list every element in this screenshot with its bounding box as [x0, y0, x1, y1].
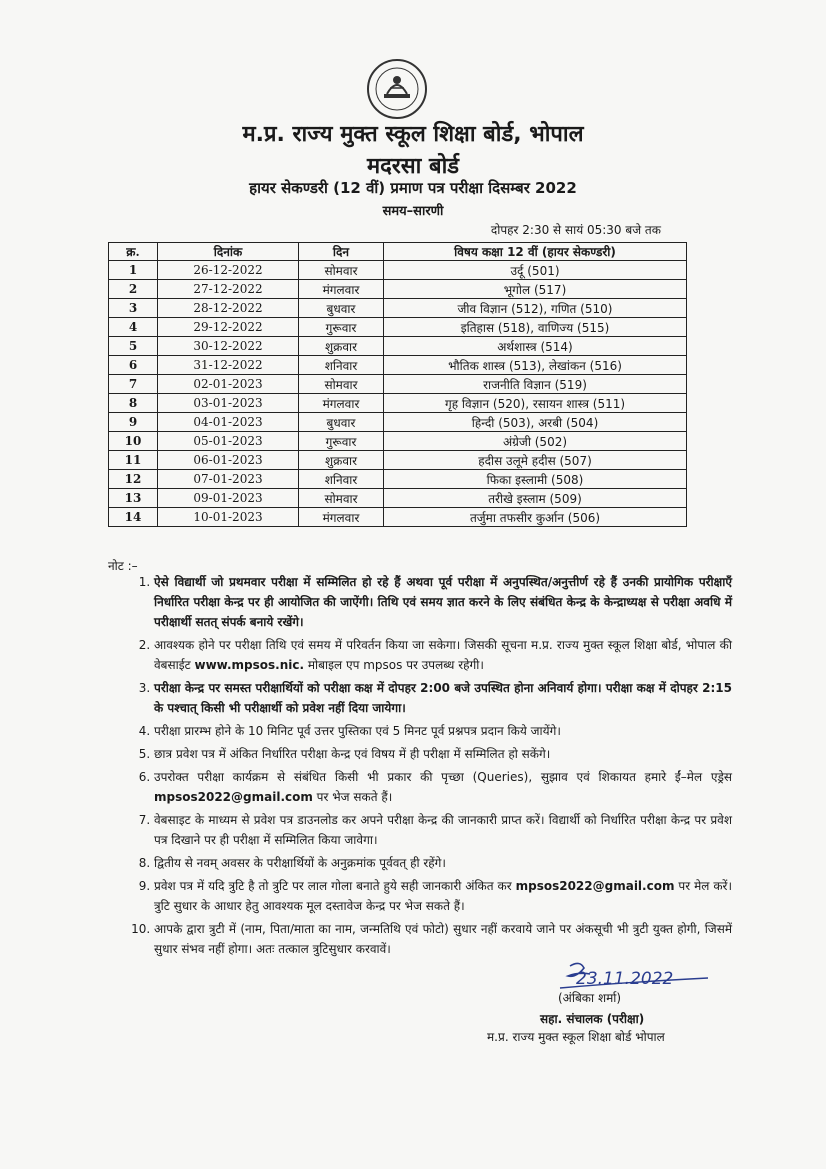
table-row: [109, 337, 687, 356]
notes-heading: नोट :–: [108, 559, 138, 573]
serial-cell: 9: [109, 413, 158, 432]
note-text: पर मेल करें। त्रुटि सुधार के आधार हेतु आवश्यक मूल दस्तावेज केन्द्र पर भेज सकते हैं।: [154, 879, 732, 913]
note-text: ऐसे विद्यार्थी जो प्रथमवार परीक्षा में सम्मिलित हो रहे हैं अथवा पूर्व परीक्षा में अनुपस्थित/अनुत्तीर्ण रहे हैं उनकी प्रायोगिक परीक्षाएँ निर्धारित परीक्षा केन्द्र पर ही आयोजित की जाऐंगी। तिथि एवं समय ज्ञात करने के लिए संबंधित केन्द्र के केन्द्राध्यक्ष से परीक्षा अवधि में परीक्षार्थी सतत् संपर्क बनाये रखेंगे।: [154, 575, 732, 629]
board-title: म.प्र. राज्य मुक्त स्कूल शिक्षा बोर्ड, भोपाल: [242, 122, 584, 147]
table-row: [109, 413, 687, 432]
note-text: प्रवेश पत्र में यदि त्रुटि है तो त्रुटि पर लाल गोला बनाते हुये सही जानकारी अंकित कर: [154, 879, 516, 893]
note-link[interactable]: www.mpsos.nic.: [194, 658, 305, 672]
subject-cell: भौतिक शास्त्र (513), लेखांकन (516): [384, 356, 687, 375]
table-row: [109, 451, 687, 470]
date-cell: 09-01-2023: [158, 489, 299, 508]
day-cell: सोमवार: [299, 261, 384, 280]
signatory-designation: सहा. संचालक (परीक्षा): [540, 1012, 645, 1026]
serial-cell: 4: [109, 318, 158, 337]
table-header-row: [109, 243, 687, 261]
schedule-table: [108, 242, 687, 527]
day-cell: सोमवार: [299, 375, 384, 394]
table-body: [109, 261, 687, 527]
table-row: [109, 280, 687, 299]
subject-cell: राजनीति विज्ञान (519): [384, 375, 687, 394]
note-text: आपके द्वारा त्रुटी में (नाम, पिता/माता का नाम, जन्मतिथि एवं फोटो) सुधार नहीं करवाये जाने पर अंकसूची भी त्रुटी युक्त होगी, जिसमें सुधार संभव नहीं होगा। अतः तत्काल त्रुटिसुधार करवावें।: [154, 922, 732, 956]
day-cell: गुरूवार: [299, 432, 384, 451]
day-cell: मंगलवार: [299, 280, 384, 299]
day-cell: बुधवार: [299, 413, 384, 432]
note-item: [154, 919, 732, 959]
note-item: [154, 635, 732, 675]
serial-cell: 6: [109, 356, 158, 375]
day-cell: मंगलवार: [299, 394, 384, 413]
exam-timing: दोपहर 2:30 से सायं 05:30 बजे तक: [490, 223, 661, 237]
table-row: [109, 489, 687, 508]
day-cell: सोमवार: [299, 489, 384, 508]
day-cell: मंगलवार: [299, 508, 384, 527]
note-text: वेबसाइट के माध्यम से प्रवेश पत्र डाउनलोड कर अपने परीक्षा केन्द्र की जानकारी प्राप्त करें। विद्यार्थी को निर्धारित परीक्षा केन्द्र पर प्रवेश पत्र दिखाने पर ही परीक्षा में सम्मिलित किया जावेगा।: [154, 813, 732, 847]
table-row: [109, 432, 687, 451]
note-text: परीक्षा प्रारम्भ होने के 10 मिनिट पूर्व उत्तर पुस्तिका एवं 5 मिनट पूर्व प्रश्नपत्र प्रदान किये जायेंगे।: [154, 724, 561, 738]
date-cell: 26-12-2022: [158, 261, 299, 280]
serial-cell: 1: [109, 261, 158, 280]
serial-cell: 11: [109, 451, 158, 470]
signature-date: 23.11.2022: [576, 969, 674, 989]
note-item: [154, 853, 732, 873]
note-item: [154, 876, 732, 916]
day-cell: शुक्रवार: [299, 337, 384, 356]
date-cell: 10-01-2023: [158, 508, 299, 527]
table-row: [109, 470, 687, 489]
col-header-day: दिन: [299, 243, 384, 261]
table-row: [109, 261, 687, 280]
subject-cell: उर्दू (501): [384, 261, 687, 280]
table-row: [109, 318, 687, 337]
note-item: [154, 572, 732, 632]
day-cell: बुधवार: [299, 299, 384, 318]
note-text: द्वितीय से नवम् अवसर के परीक्षार्थियों के अनुक्रमांक पूर्ववत् ही रहेंगे।: [154, 856, 446, 870]
note-text: मोबाइल एप mpsos पर उपलब्ध रहेगी।: [304, 658, 484, 672]
signatory-organization: म.प्र. राज्य मुक्त स्कूल शिक्षा बोर्ड भोपाल: [487, 1030, 665, 1044]
table-row: [109, 394, 687, 413]
serial-cell: 5: [109, 337, 158, 356]
serial-cell: 7: [109, 375, 158, 394]
madarsa-title: मदरसा बोर्ड: [366, 154, 460, 179]
col-header-date: दिनांक: [158, 243, 299, 261]
day-cell: शनिवार: [299, 470, 384, 489]
subject-cell: जीव विज्ञान (512), गणित (510): [384, 299, 687, 318]
note-item: [154, 810, 732, 850]
note-item: [154, 744, 732, 764]
schedule-label: समय–सारणी: [382, 204, 444, 219]
note-link[interactable]: mpsos2022@gmail.com: [515, 879, 675, 893]
col-header-serial: क्र.: [109, 243, 158, 261]
serial-cell: 13: [109, 489, 158, 508]
date-cell: 27-12-2022: [158, 280, 299, 299]
serial-cell: 10: [109, 432, 158, 451]
note-text: पर भेज सकते हैं।: [312, 790, 393, 804]
serial-cell: 2: [109, 280, 158, 299]
table-row: [109, 508, 687, 527]
note-text: परीक्षा केन्द्र पर समस्त परीक्षार्थियों को परीक्षा कक्ष में दोपहर 2:00 बजे उपस्थित होना अनिवार्य होगा। परीक्षा कक्ष में दोपहर 2:15 के पश्चात् किसी भी परीक्षार्थी को प्रवेश नहीं दिया जायेगा।: [154, 681, 732, 715]
subject-cell: फिका इस्लामी (508): [384, 470, 687, 489]
note-item: [154, 678, 732, 718]
note-item: [154, 767, 732, 807]
date-cell: 06-01-2023: [158, 451, 299, 470]
note-item: [154, 721, 732, 741]
subject-cell: हिन्दी (503), अरबी (504): [384, 413, 687, 432]
table-row: [109, 356, 687, 375]
date-cell: 04-01-2023: [158, 413, 299, 432]
day-cell: शुक्रवार: [299, 451, 384, 470]
subject-cell: तर्जुमा तफसीर कुर्आन (506): [384, 508, 687, 527]
note-text: उपरोक्त परीक्षा कार्यक्रम से संबंधित किसी भी प्रकार की पृच्छा (Queries), सुझाव एवं शिकायत हमारे ईं–मेल एड्रेस: [154, 770, 732, 784]
subject-cell: तरीखे इस्लाम (509): [384, 489, 687, 508]
serial-cell: 12: [109, 470, 158, 489]
date-cell: 31-12-2022: [158, 356, 299, 375]
date-cell: 28-12-2022: [158, 299, 299, 318]
date-cell: 30-12-2022: [158, 337, 299, 356]
day-cell: शनिवार: [299, 356, 384, 375]
subject-cell: हदीस उलूमे हदीस (507): [384, 451, 687, 470]
subject-cell: अंग्रेजी (502): [384, 432, 687, 451]
subject-cell: अर्थशास्त्र (514): [384, 337, 687, 356]
col-header-subject: विषय कक्षा 12 वीं (हायर सेकण्डरी): [384, 243, 687, 261]
subject-cell: गृह विज्ञान (520), रसायन शास्त्र (511): [384, 394, 687, 413]
date-cell: 03-01-2023: [158, 394, 299, 413]
day-cell: गुरूवार: [299, 318, 384, 337]
date-cell: 02-01-2023: [158, 375, 299, 394]
note-link[interactable]: mpsos2022@gmail.com: [154, 790, 313, 804]
board-seal-icon: [362, 58, 432, 120]
table-row: [109, 299, 687, 318]
notes-list: [120, 572, 732, 962]
subject-cell: भूगोल (517): [384, 280, 687, 299]
note-text: आवश्यक होने पर परीक्षा तिथि एवं समय में परिवर्तन किया जा सकेगा। जिसकी सूचना म.प्र. राज्य मुक्त स्कूल शिक्षा बोर्ड, भोपाल की वेबसाईट: [154, 638, 732, 672]
table-row: [109, 375, 687, 394]
serial-cell: 8: [109, 394, 158, 413]
note-text: छात्र प्रवेश पत्र में अंकित निर्धारित परीक्षा केन्द्र एवं विषय में ही परीक्षा में सम्मिलित हो सकेंगे।: [154, 747, 551, 761]
date-cell: 29-12-2022: [158, 318, 299, 337]
date-cell: 05-01-2023: [158, 432, 299, 451]
signatory-name: (अंबिका शर्मा): [558, 991, 622, 1005]
serial-cell: 14: [109, 508, 158, 527]
date-cell: 07-01-2023: [158, 470, 299, 489]
subject-cell: इतिहास (518), वाणिज्य (515): [384, 318, 687, 337]
serial-cell: 3: [109, 299, 158, 318]
exam-title: हायर सेकण्डरी (12 वीं) प्रमाण पत्र परीक्षा दिसम्बर 2022: [249, 179, 577, 197]
